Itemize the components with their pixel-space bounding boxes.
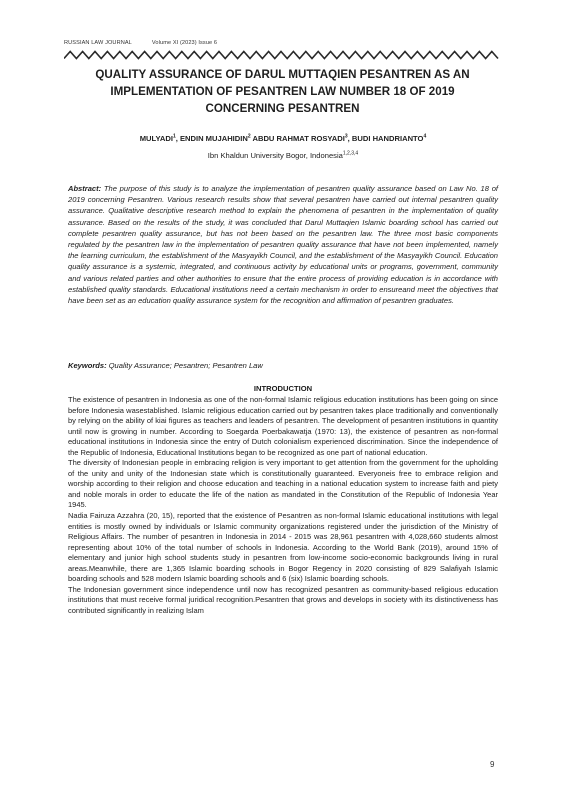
journal-name: RUSSIAN LAW JOURNAL	[64, 40, 132, 46]
abstract	[68, 183, 498, 306]
keywords-text: Quality Assurance; Pesantren; Pesantren Law	[106, 361, 263, 370]
abstract-label: Abstract:	[68, 184, 102, 193]
decorative-zigzag-divider	[64, 50, 502, 60]
author-list	[64, 134, 502, 143]
author-name: ABDU RAHMAT ROSYADI	[250, 134, 345, 143]
author-affil-mark: 3	[344, 133, 348, 140]
body-paragraph: The Indonesian government since independence until now has recognized pesantren as community-based religious education institutions that must receive formal juridical recognition.Pesantren that grows and develops in society with its distinctiveness has contributed significantly in realizing Islam	[68, 584, 498, 615]
affiliation	[64, 151, 502, 160]
keywords-label: Keywords:	[68, 361, 107, 370]
page-number: 9	[490, 760, 495, 769]
running-header	[64, 40, 217, 46]
author-affil-mark: 2	[247, 133, 251, 140]
title-line: IMPLEMENTATION OF PESANTREN LAW NUMBER 18 OF 2019	[110, 85, 455, 98]
author-name: MULYADI	[139, 134, 173, 143]
keywords	[68, 361, 498, 370]
introduction-body	[68, 395, 498, 616]
title-line: QUALITY ASSURANCE OF DARUL MUTTAQIEN PESANTREN AS AN	[95, 68, 470, 81]
author-affil-mark: 4	[423, 133, 427, 140]
body-paragraph: The existence of pesantren in Indonesia as one of the non-formal Islamic religious education institutions has been going on since before Indonesia wasestablished. Islamic religious education carried out by pesantren takes place traditionally and conventionally by relying on the ability of kiai figures as teachers and leaders of pesantren. The development of pesantren institutions in quantity until now is growing in number. According to Soegarda Poerbakawatja (1970: 13), the existence of pesantren as non-formal educational institutions in Indonesia since the entry of Dutch colonialism experienced discrimination. Since the independence of the Republic of Indonesia, Educational Institutions began to be recognized as one part of national education.	[68, 395, 498, 457]
affiliation-text: Ibn Khaldun University Bogor, Indonesia	[207, 151, 343, 160]
author-affil-mark: 1	[172, 133, 176, 140]
body-paragraph: Nadia Fairuza Azzahra (20, 15), reported that the existence of Pesantren as non-formal Islamic educational institutions with legal entities is mostly owned by individuals or Islamic community organizations registered under the jurisdiction of the Ministry of Religious Affairs. The number of pesantren in Indonesia in 2014 - 2015 was 28,961 pesantren with 4,028,660 students almost representing about 10% of the total number of schools in Indonesia. According to the World Bank (2019), around 15% of elementary and junior high school students study in pesantren from low-income socio-economic backgrounds living in rural areas.Meanwhile, there are 1,365 Islamic boarding schools in Bogor Regency in 2020 consisting of 829 Salafiyah Islamic boarding schools and 528 modern Islamic boarding schools and 6 (six) Islamic boarding schools.	[68, 511, 498, 584]
paper-title	[70, 66, 495, 117]
journal-volume: Volume XI (2023) Issue 6	[151, 40, 218, 46]
title-line: CONCERNING PESANTREN	[205, 102, 360, 115]
abstract-text: The purpose of this study is to analyze the implementation of pesantren quality assurance based on Law No. 18 of 2019 concerning Pesantren. Various research results show that several pesantren have carried out internal pesantren quality assurance. Qualitative descriptive research method to explain the phenomena of pesantren in the implementation of quality assurance. Based on the results of the study, it was concluded that Darul Muttaqien Islamic boarding school has carried out complete pesantren quality assurance, but has not been based on the pesantren law. The three most basic components regulated by the pesantren law in the implementation of pesantren quality assurance that have not been implemented, namely the learning curriculum, the establishment of the Masyayikh Council, and the establishment of the Masyayikh Council. Education quality assurance is a systemic, integrated, and continuous activity by educational units or programs, government, community and various related parties and other authorities to ensure that the entire process of providing education is in accordance with established quality standards. Educational institutions need a certain mechanism in order to ensureand meet the objectives that have been set as an education quality assurance system for the recognition and affirmation of pesantren graduates.	[68, 184, 498, 306]
body-paragraph: The diversity of Indonesian people in embracing religion is very important to get attention from the government for the upholding of the unity and unity of the Indonesian state which is constitutionally guaranteed. Everyoneis free to embrace religion and worship according to their religion and choose education and teaching in a national education system to increase faith and piety and noble morals in order to educate the life of the nation as mandated in the Constitution of the Republic of Indonesia Year 1945.	[68, 458, 498, 510]
section-heading: INTRODUCTION	[253, 384, 313, 393]
author-name: , BUDI HANDRIANTO	[347, 134, 424, 143]
author-name: , ENDIN MUJAHIDIN	[175, 134, 248, 143]
affiliation-marks: 1,2,3,4	[342, 150, 359, 157]
